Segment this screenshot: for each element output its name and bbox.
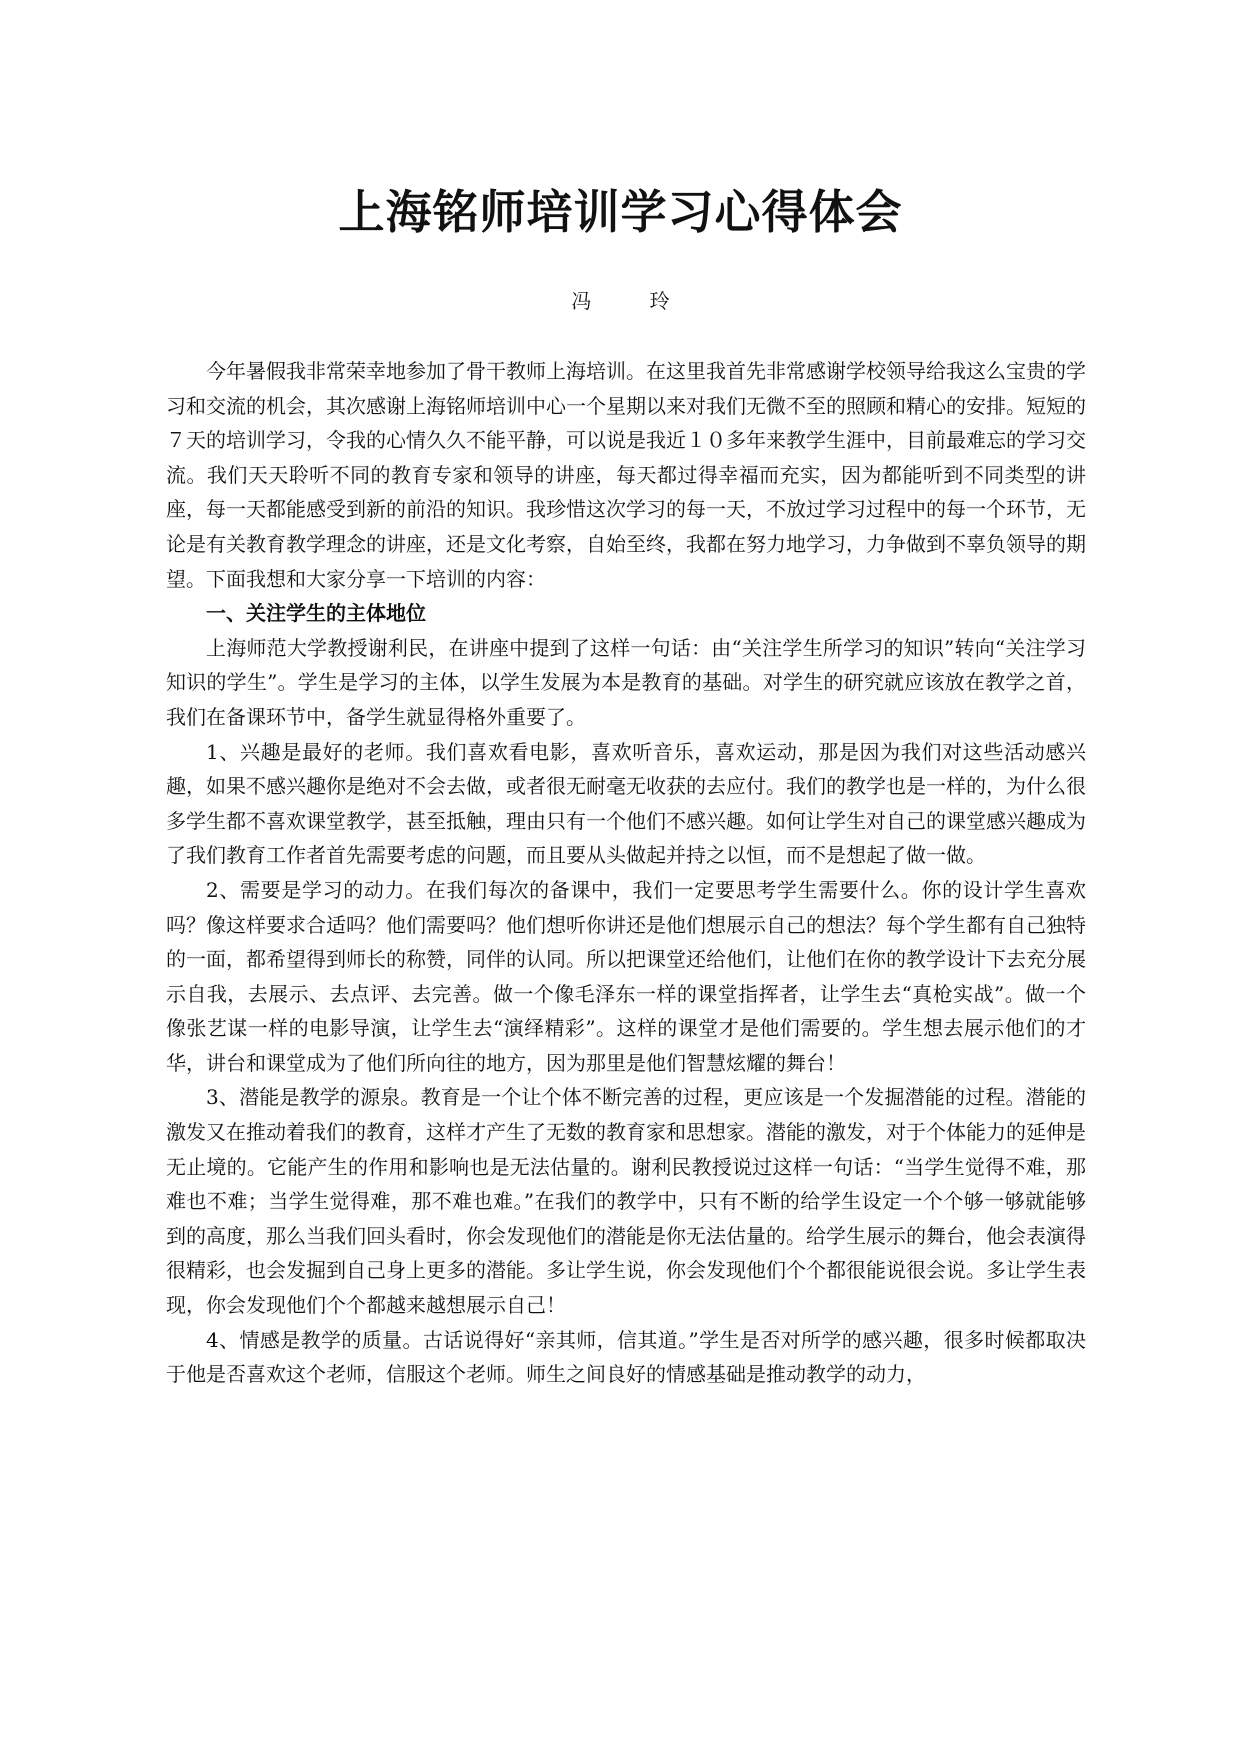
paragraph-quote: 上海师范大学教授谢利民，在讲座中提到了这样一句话：由“关注学生所学习的知识”转向“关注学习知识的学生”。学生是学习的主体，以学生发展为本是教育的基础。对学生的研究就应该放在教学之首，我们在备课环节中，备学生就显得格外重要了。 (166, 635, 1086, 729)
paragraph-intro: 今年暑假我非常荣幸地参加了骨干教师上海培训。在这里我首先非常感谢学校领导给我这么宝贵的学习和交流的机会，其次感谢上海铭师培训中心一个星期以来对我们无微不至的照顾和精心的安排。短短的７天的培训学习，令我的心情久久不能平静，可以说是我近１０多年来教学生涯中，目前最难忘的学习交流。我们天天聆听不同的教育专家和领导的讲座，每天都过得幸福而充实，因为都能听到不同类型的讲座，每一天都能感受到新的前沿的知识。我珍惜这次学习的每一天，不放过学习过程中的每一个环节，无论是有关教育教学理念的讲座，还是文化考察，自始至终，我都在努力地学习，力争做到不辜负领导的期望。下面我想和大家分享一下培训的内容： (166, 359, 1086, 591)
author-name: 冯 玲 (571, 289, 696, 313)
paragraph-emotion: 4、情感是教学的质量。古话说得好“亲其师，信其道。”学生是否对所学的感兴趣，很多时候都取决于他是否喜欢这个老师，信服这个老师。师生之间良好的情感基础是推动教学的动力， (166, 1327, 1086, 1387)
section-heading: 一、关注学生的主体地位 (206, 601, 426, 626)
paragraph-potential: 3、潜能是教学的源泉。教育是一个让个体不断完善的过程，更应该是一个发掘潜能的过程。潜能的激发又在推动着我们的教育，这样才产生了无数的教育家和思想家。潜能的激发，对于个体能力的延伸是无止境的。它能产生的作用和影响也是无法估量的。谢利民教授说过这样一句话：“当学生觉得不难，那难也不难；当学生觉得难，那不难也难。”在我们的教学中，只有不断的给学生设定一个个够一够就能够到的高度，那么当我们回头看时，你会发现他们的潜能是你无法估量的。给学生展示的舞台，他会表演得很精彩，也会发掘到自己身上更多的潜能。多让学生说，你会发现他们个个都很能说很会说。多让学生表现，你会发现他们个个都越来越想展示自己！ (166, 1085, 1086, 1318)
paragraph-need: 2、需要是学习的动力。在我们每次的备课中，我们一定要思考学生需要什么。你的设计学生喜欢吗？像这样要求合适吗？他们需要吗？他们想听你讲还是他们想展示自己的想法？每个学生都有自己独特的一面，都希望得到师长的称赞，同伴的认同。所以把课堂还给他们，让他们在你的教学设计下去充分展示自我，去展示、去点评、去完善。做一个像毛泽东一样的课堂指挥者，让学生去“真枪实战”。做一个像张艺谋一样的电影导演，让学生去“演绎精彩”。这样的课堂才是他们需要的。学生想去展示他们的才华，讲台和课堂成为了他们所向往的地方，因为那里是他们智慧炫耀的舞台！ (166, 877, 1086, 1075)
document-body (166, 354, 1086, 1392)
document-title: 上海铭师培训学习心得体会 (338, 185, 903, 239)
paragraph-interest: 1、兴趣是最好的老师。我们喜欢看电影，喜欢听音乐，喜欢运动，那是因为我们对这些活动感兴趣，如果不感兴趣你是绝对不会去做，或者很无耐毫无收获的去应付。我们的教学也是一样的，为什么很多学生都不喜欢课堂教学，甚至抵触，理由只有一个他们不感兴趣。如何让学生对自己的课堂感兴趣成为了我们教育工作者首先需要考虑的问题，而且要从头做起并持之以恒，而不是想起了做一做。 (166, 739, 1086, 868)
